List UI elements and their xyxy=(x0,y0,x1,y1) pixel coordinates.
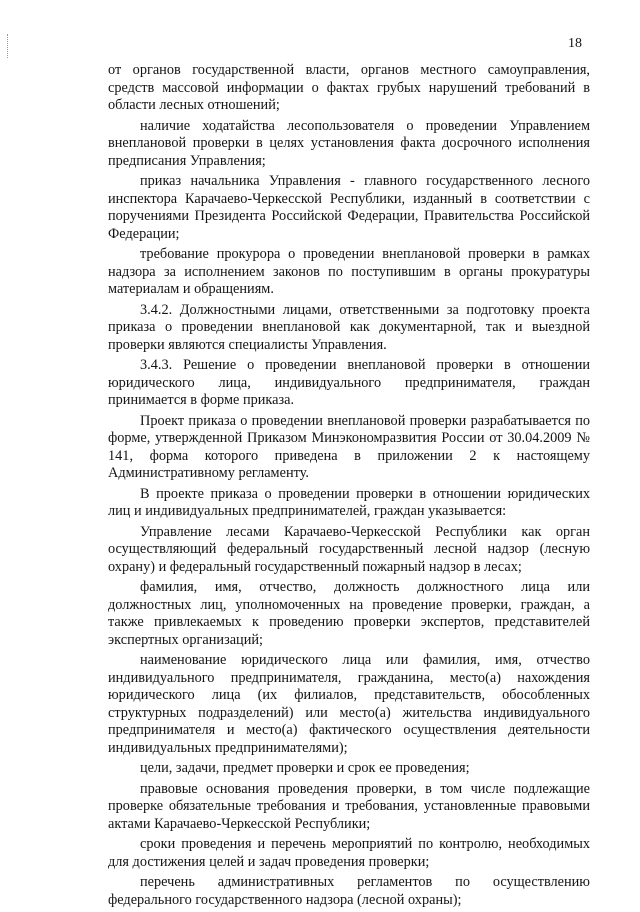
paragraph-prosecutor: требование прокурора о проведении внеплановой проверки в рамках надзора за исполнением законов по поступившим в органы прокуратуры материалам и обращениям. xyxy=(108,246,590,297)
list-item-authority: Управление лесами Карачаево-Черкесской Республики как орган осуществляющий федеральный государственный лесной надзор (лесную охрану) и федеральный государственный пожарный надзор в лесах; xyxy=(108,523,590,575)
list-item-goals: цели, задачи, предмет проверки и срок ее проведения; xyxy=(140,760,470,776)
paragraph-petition: наличие ходатайства лесопользователя о проведении Управлением внеплановой проверки в целях установления факта досрочного исполнения предписания Управления; xyxy=(108,117,590,169)
list-item-officials: фамилия, имя, отчество, должность должностного лица или должностных лиц, уполномоченных на проведение проверки, граждан, а также привлекаемых к проведению проверки экспертов, представителей экспертных организаций; xyxy=(108,579,590,648)
list-item-entity: наименование юридического лица или фамилия, имя, отчество индивидуального предпринимателя, гражданина, место(а) нахождения юридического лица (их филиалов, представительств, обособленных структурных подразделений) или место(а) жительства индивидуального предпринимателя и место(а) фактического осуществления деятельности индивидуальных предпринимателями); xyxy=(108,652,590,756)
paragraph-order: приказ начальника Управления - главного государственного лесного инспектора Карачаево-Черкесской Республики, изданный в соответствии с поручениями Президента Российской Федерации, Правительства Российской Федерации; xyxy=(108,173,590,242)
list-item-terms: сроки проведения и перечень мероприятий по контролю, необходимых для достижения целей и задач проведения проверки; xyxy=(108,836,590,870)
paragraph-3-4-3: 3.4.3. Решение о проведении внеплановой проверки в отношении юридического лица, индивидуального предпринимателя, граждан принимается в форме приказа. xyxy=(108,357,590,408)
scan-margin-mark xyxy=(7,34,9,58)
page-number: 18 xyxy=(568,36,582,51)
document-body xyxy=(108,62,590,912)
paragraph-continuation: от органов государственной власти, органов местного самоуправления, средств массовой информации о фактах грубых нарушений требований в области лесных отношений; xyxy=(108,62,590,113)
paragraph-draft-order: Проект приказа о проведении внеплановой проверки разрабатывается по форме, утвержденной Приказом Минэкономразвития России от 30.04.2009 № 141, форма которого приведена в приложении 2 к настоящему Административному регламенту. xyxy=(108,412,590,481)
list-item-regulations: перечень административных регламентов по осуществлению федерального государственного надзора (лесной охраны); xyxy=(108,874,590,908)
paragraph-draft-contents: В проекте приказа о проведении проверки в отношении юридических лиц и индивидуальных предпринимателей, граждан указывается: xyxy=(108,485,590,519)
paragraph-3-4-2: 3.4.2. Должностными лицами, ответственными за подготовку проекта приказа о проведении внеплановой как документарной, так и выездной проверки являются специалисты Управления. xyxy=(108,301,590,353)
list-item-legal-grounds: правовые основания проведения проверки, в том числе подлежащие проверке обязательные требования и требования, установленные правовыми актами Карачаево-Черкесской Республики; xyxy=(108,780,590,832)
